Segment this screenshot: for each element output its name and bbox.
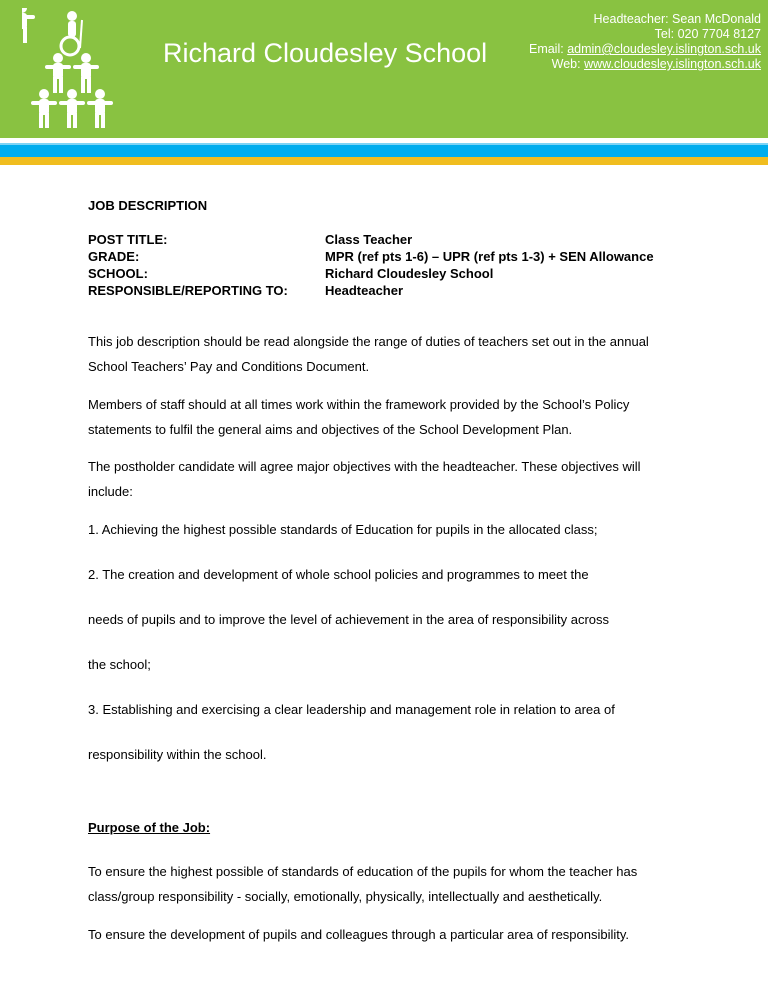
body-line: include: [88,484,133,499]
letterhead [0,0,768,138]
email-label: Email: [528,42,568,56]
email-link[interactable]: admin@cloudesley.islington.sch.uk [567,42,761,56]
yellow-stripe [0,157,768,165]
field-value: MPR (ref pts 1-6) – UPR (ref pts 1-3) + SEN Allowance [325,249,654,264]
field-value: Class Teacher [325,232,413,247]
field-label: SCHOOL: [88,266,148,281]
body-line: statements to fulfil the general aims and objectives of the School Development Plan. [88,422,573,437]
field-label: GRADE: [88,249,140,264]
purpose-line: To ensure the development of pupils and colleagues through a particular area of responsibility. [88,927,630,942]
field-label: RESPONSIBLE/REPORTING TO: [88,283,288,298]
web-link[interactable]: www.cloudesley.islington.sch.uk [584,57,761,71]
web-label: Web: [551,57,585,71]
email-line [529,42,761,57]
purpose-line: To ensure the highest possible of standards of education of the pupils for whom the teacher has [88,864,638,879]
school-name: Richard Cloudesley School [163,38,488,68]
objective-line: 3. Establishing and exercising a clear leadership and management role in relation to area of [88,702,615,717]
body-line: This job description should be read alongside the range of duties of teachers set out in the annual [88,334,649,349]
field-label: POST TITLE: [88,232,168,247]
school-logo-icon [22,8,132,128]
blue-stripe [0,145,768,157]
objective-line: 1. Achieving the highest possible standards of Education for pupils in the allocated class; [88,522,598,537]
body-line: School Teachers’ Pay and Conditions Document. [88,359,370,374]
tel-line: Tel: 020 7704 8127 [654,27,761,41]
objective-line: the school; [88,657,151,672]
document-heading: JOB DESCRIPTION [88,198,208,213]
objective-line: needs of pupils and to improve the level of achievement in the area of responsibility across [88,612,610,627]
web-line [529,57,761,72]
body-line: Members of staff should at all times work within the framework provided by the School’s Policy [88,397,630,412]
headteacher-line: Headteacher: Sean McDonald [593,12,761,26]
purpose-heading: Purpose of the Job: [88,820,211,835]
objective-line: responsibility within the school. [88,747,267,762]
contact-block [529,12,761,72]
field-value: Headteacher [325,283,404,298]
body-line: The postholder candidate will agree major objectives with the headteacher. These objectives will [88,459,641,474]
field-value: Richard Cloudesley School [325,266,494,281]
objective-line: 2. The creation and development of whole school policies and programmes to meet the [88,567,589,582]
purpose-line: class/group responsibility - socially, emotionally, physically, intellectually and aesthetically. [88,889,603,904]
